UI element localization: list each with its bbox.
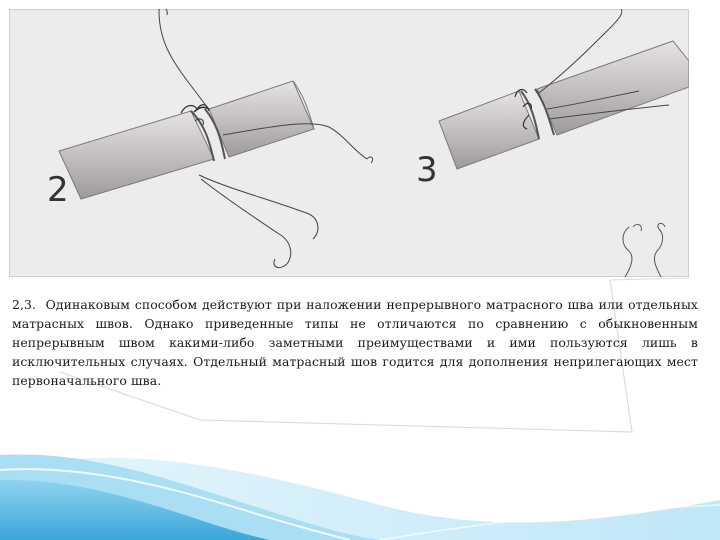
caption-paragraph xyxy=(12,295,698,390)
caption-text: Одинаковым способом действуют при наложении непрерывного матрасного шва или отдельных матрасных швов. Однако приведенные типы не отличаются по сравнению с обыкновенным непрерывным швом какими-либо заметными преимуществами и ими пользуются лишь в исключительных случаях. Отдельный матрасный шов годится для дополнения неприлегающих мест первоначального шва. xyxy=(12,297,699,389)
panel-outline-right xyxy=(610,278,690,280)
suture-illustration xyxy=(9,9,689,277)
figure-label-3: 3 xyxy=(416,150,438,190)
caption-number: 2,3. xyxy=(12,297,37,313)
figure-label-2: 2 xyxy=(47,170,69,210)
